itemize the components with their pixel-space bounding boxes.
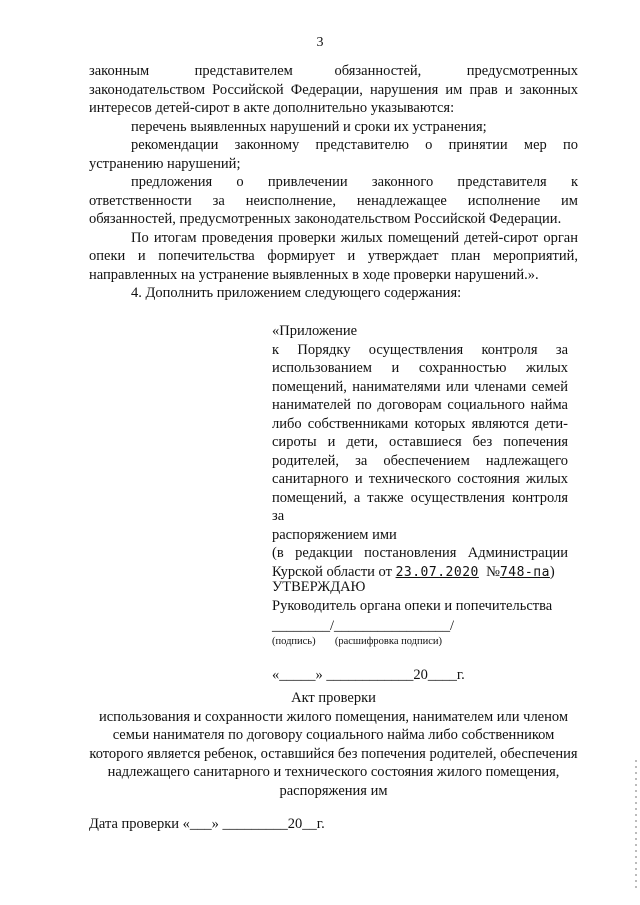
paragraph-proposals: предложения о привлечении законного представителя к ответственности за неисполнение, ненадлежащее исполнение им обязанностей, предусмотренных законодательством Российской Федерации. bbox=[89, 174, 578, 227]
approval-date-line: «_____» ____________20____г. bbox=[272, 666, 465, 683]
paragraph-violations-list: перечень выявленных нарушений и сроки их устранения; bbox=[131, 118, 487, 135]
label-decoding: (расшифровка подписи) bbox=[334, 635, 443, 647]
paragraph-1-line-1: законным представителем обязанностей, предусмотренных bbox=[89, 63, 578, 79]
body-text bbox=[89, 62, 578, 303]
check-date-line: Дата проверки «___» _________20__г. bbox=[89, 816, 325, 832]
appendix-block bbox=[272, 322, 568, 582]
approval-block bbox=[272, 578, 582, 684]
appendix-text-last: распоряжением ими bbox=[272, 526, 397, 543]
page-number: 3 bbox=[316, 35, 324, 50]
paragraph-amendment: 4. Дополнить приложением следующего содержания: bbox=[131, 285, 462, 301]
appendix-title: «Приложение bbox=[272, 323, 358, 339]
appendix-edition bbox=[272, 544, 568, 582]
paragraph-action-plan: По итогам проведения проверки жилых помещений детей-сирот орган опеки и попечительства формирует и утверждает план мероприятий, направленных на устранение выявленных в ходе проверки нарушений.». bbox=[89, 229, 578, 283]
scan-margin-mark bbox=[635, 760, 637, 890]
signature-line: ________/________________/ bbox=[272, 618, 455, 634]
paragraph-recommendations: рекомендации законному представителю о принятии мер по устранению нарушений; bbox=[89, 137, 578, 172]
approval-role: Руководитель органа опеки и попечительства bbox=[272, 597, 553, 614]
edition-prefix: (в редакции постановления Администрации Курской области от bbox=[272, 545, 568, 580]
appendix-text: к Порядку осуществления контроля за использованием и сохранностью жилых помещений, нанимателями или членами семей нанимателей по договорам социального найма либо собственниками которых являются дети-сироты и дети, оставшиеся без попечения родителей, за обеспечением надлежащего санитарного и технического состояния жилых помещений, а также осуществления контроля за bbox=[272, 341, 568, 524]
signature-labels bbox=[272, 636, 582, 648]
approval-title: УТВЕРЖДАЮ bbox=[272, 579, 366, 595]
act-subtitle: использования и сохранности жилого помещения, нанимателем или членом семьи нанимателя по договору социального найма либо собственником которого является ребенок, оставшийся без попечения родителей, обеспечения надлежащего санитарного и технического состояния жилого помещения, распоряжения им bbox=[89, 708, 578, 799]
paragraph-1-rest: законодательством Российской Федерации, нарушения им прав и законных интересов детей-сирот в акте дополнительно указываются: bbox=[89, 81, 578, 116]
edition-date: 23.07.2020 bbox=[395, 564, 479, 580]
label-signature: (подпись) bbox=[272, 635, 316, 647]
act-title: Акт проверки bbox=[291, 690, 376, 706]
edition-no-sign: № bbox=[486, 563, 500, 580]
edition-number: 748-па bbox=[499, 564, 550, 580]
act-block bbox=[89, 689, 578, 800]
edition-suffix: ) bbox=[549, 563, 555, 580]
